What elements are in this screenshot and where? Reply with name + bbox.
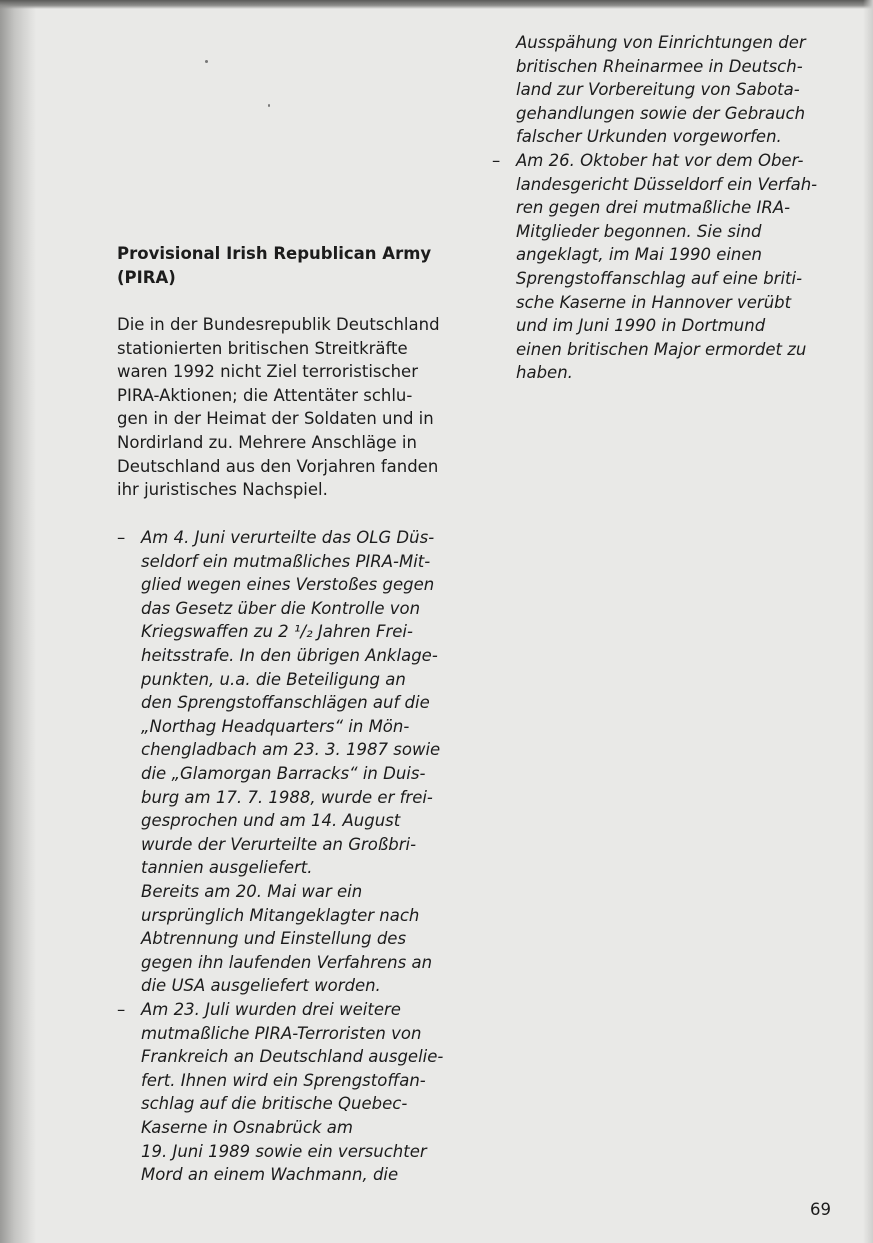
- intro-line: PIRA-Aktionen; die Attentäter schlu-: [117, 385, 413, 405]
- bullet-line: seldorf ein mutmaßliches PIRA-Mit-: [141, 551, 431, 571]
- bullet-line: Sprengstoffanschlag auf eine briti-: [516, 268, 803, 288]
- section-heading: [117, 242, 457, 289]
- bullet-dash: –: [117, 1000, 126, 1019]
- bullet-item-france-extradition: [117, 998, 471, 1187]
- bullet-line: schlag auf die britische Quebec-: [141, 1094, 408, 1114]
- continuation-line: land zur Vorbereitung von Sabota-: [516, 80, 800, 100]
- bullet-line: chengladbach am 23. 3. 1987 sowie: [141, 740, 441, 760]
- bullet-item-extradition-court: [117, 526, 471, 998]
- bullet-line: punkten, u.a. die Beteiligung an: [141, 669, 406, 689]
- heading-line: (PIRA): [117, 267, 176, 287]
- bullet-line: mutmaßliche PIRA-Terroristen von: [141, 1023, 422, 1043]
- bullet-line: wurde der Verurteilte an Großbri-: [141, 834, 417, 854]
- bullet-line: Am 26. Oktober hat vor dem Ober-: [516, 151, 804, 170]
- bullet-line: Mord an einem Wachmann, die: [141, 1165, 399, 1185]
- intro-line: stationierten britischen Streitkräfte: [117, 338, 408, 358]
- bullet-line: Kaserne in Osnabrück am: [141, 1117, 353, 1137]
- continuation-line: falscher Urkunden vorgeworfen.: [516, 127, 782, 147]
- intro-line: gen in der Heimat der Soldaten und in: [117, 409, 434, 429]
- intro-line: Die in der Bundesrepublik Deutschland: [117, 315, 440, 334]
- top-edge-rule: [0, 0, 873, 9]
- bullet-line: Abtrennung und Einstellung des: [141, 929, 407, 949]
- bullet-line: das Gesetz über die Kontrolle von: [141, 598, 421, 618]
- bullet-line: die „Glamorgan Barracks“ in Duis-: [141, 763, 426, 783]
- bullet-line: Mitglieder begonnen. Sie sind: [516, 221, 762, 241]
- continuation-line: Ausspähung von Einrichtungen der: [516, 33, 806, 52]
- intro-line: Nordirland zu. Mehrere Anschläge in: [117, 432, 417, 452]
- bullet-line: 19. Juni 1989 sowie ein versuchter: [141, 1141, 427, 1161]
- intro-line: Deutschland aus den Vorjahren fanden: [117, 456, 439, 476]
- bullet-line: den Sprengstoffanschlägen auf die: [141, 693, 430, 713]
- bullet-line: Frankreich an Deutschland ausgelie-: [141, 1047, 444, 1067]
- bullet-line: ren gegen drei mutmaßliche IRA-: [516, 198, 791, 218]
- bullet-line: burg am 17. 7. 1988, wurde er frei-: [141, 787, 433, 807]
- bullet-line: angeklagt, im Mai 1990 einen: [516, 245, 762, 265]
- bullet-line: glied wegen eines Verstoßes gegen: [141, 575, 435, 595]
- intro-paragraph: [117, 313, 467, 502]
- bullet-line: Am 23. Juli wurden drei weitere: [141, 1000, 401, 1019]
- bullet-line: die USA ausgeliefert worden.: [141, 976, 381, 996]
- bullet-dash: –: [117, 528, 126, 547]
- bullet-line: tannien ausgeliefert.: [141, 858, 313, 878]
- right-edge-shade: [863, 0, 873, 1243]
- bullet-line: haben.: [516, 363, 573, 383]
- bullet-line: ursprünglich Mitangeklagter nach: [141, 905, 420, 925]
- right-column-continuation: [516, 31, 846, 149]
- bullet-line: landesgericht Düsseldorf ein Verfah-: [516, 174, 818, 194]
- bullet-dash: –: [492, 151, 501, 170]
- intro-line: waren 1992 nicht Ziel terroristischer: [117, 362, 418, 382]
- bullet-line: Bereits am 20. Mai war ein: [141, 881, 363, 901]
- bullet-line: heitsstrafe. In den übrigen Anklage-: [141, 645, 438, 665]
- scan-speck: [205, 60, 208, 63]
- bullet-line: fert. Ihnen wird ein Sprengstoffan-: [141, 1070, 426, 1090]
- bullet-line: „Northag Headquarters“ in Mön-: [141, 716, 410, 736]
- continuation-line: gehandlungen sowie der Gebrauch: [516, 103, 806, 123]
- heading-line: Provisional Irish Republican Army: [117, 244, 432, 263]
- bullet-line: sche Kaserne in Hannover verübt: [516, 292, 792, 312]
- bullet-line: Kriegswaffen zu 2 ¹/₂ Jahren Frei-: [141, 622, 413, 642]
- page-gutter-shadow: [0, 0, 36, 1243]
- bullet-line: einen britischen Major ermordet zu: [516, 339, 807, 359]
- bullet-line: gesprochen und am 14. August: [141, 811, 401, 831]
- continuation-line: britischen Rheinarmee in Deutsch-: [516, 56, 803, 76]
- scan-speck: [268, 104, 270, 107]
- bullet-item-duesseldorf-trial: [492, 149, 846, 385]
- bullet-line: Am 4. Juni verurteilte das OLG Düs-: [141, 528, 435, 547]
- intro-line: ihr juristisches Nachspiel.: [117, 480, 328, 500]
- page-number: 69: [810, 1200, 831, 1219]
- bullet-line: und im Juni 1990 in Dortmund: [516, 316, 766, 336]
- bullet-line: gegen ihn laufenden Verfahrens an: [141, 952, 433, 972]
